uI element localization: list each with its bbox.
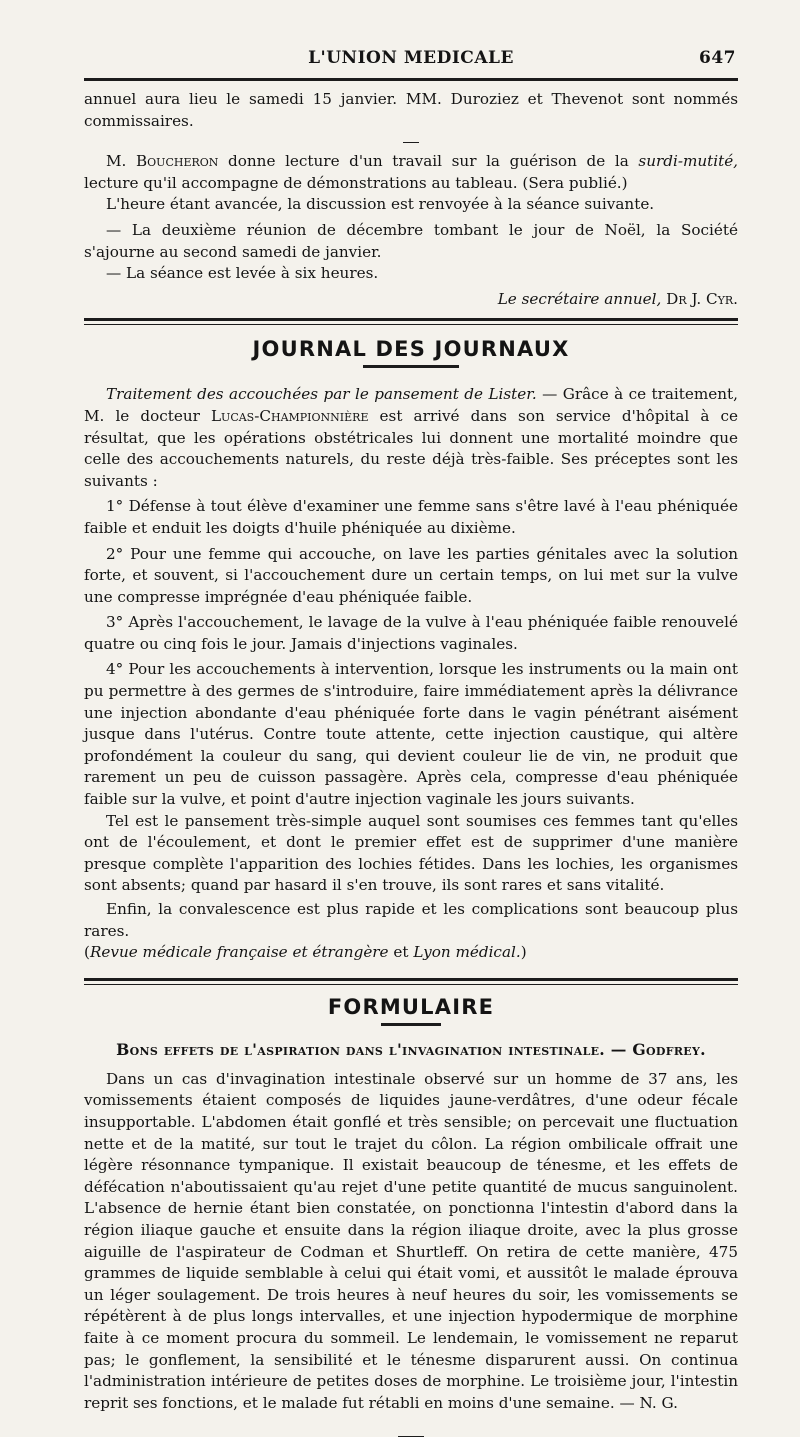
section-title: FORMULAIRE [327,994,495,1019]
journal-section [84,337,738,963]
divider-thick [84,978,738,981]
divider-thin [84,984,738,985]
running-title: L'UNION MEDICALE [308,48,514,68]
section-divider [84,318,738,325]
text-run: et [388,943,414,962]
separator-dash [403,142,419,143]
article-title: Traitement des accouchées par le pansement de Lister. [106,385,537,404]
precept-1: 1° Défense à tout élève d'examiner une femme sans s'être lavé à l'eau phéniquée faible et enduit les doigts d'huile phéniquée au dixième. [84,497,738,537]
running-header [84,44,738,78]
minutes-section [84,89,738,310]
divider-thick [84,318,738,321]
text-run: est arrivé dans son service d'hôpital à ce résultat, que les opérations obstétricales lui donnent une mortalité moindre que celle des accouchements naturels, du reste déjà très-faible. Ses préceptes sont les suivants : [84,406,738,490]
doctor-name: Lucas-Championnière [210,406,369,425]
subsection-title: Bons effets de l'aspiration dans l'invagination intestinale. — Godfrey. [116,1039,706,1059]
precept-2: 2° Pour une femme qui accouche, on lave les parties génitales avec la solution forte, et souvent, si l'accouchement dure un certain temps, on lui met sur la vulve une compresse imprégnée d'eau phéniquée faible. [84,544,738,606]
minutes-paragraph: annuel aura lieu le samedi 15 janvier. MM. Duroziez et Thevenot sont nommés commissaires. [84,90,738,130]
header-rule [84,78,738,81]
paragraph: Tel est le pansement très-simple auquel sont soumises ces femmes tant qu'elles ont de l'écoulement, et dont le premier effet est de supprimer d'une manière presque complète l'apparition des lochies fétides. Dans les lochies, les organismes sont absents; quand par hasard il s'en trouve, ils sont rares et sans vitalité. [84,811,738,895]
text-run: ) [520,943,527,962]
article-intro [84,384,738,492]
section-title: JOURNAL DES JOURNAUX [252,337,570,362]
text-run: — Grâce à ce traitement, M. le docteur [84,385,738,425]
title-underline [381,1023,441,1026]
minutes-paragraph [84,151,738,194]
minutes-paragraph: — La deuxième réunion de décembre tombant le jour de Noël, la Société s'ajourne au second samedi de janvier. [84,220,738,261]
title-underline [363,365,459,368]
signature [84,289,738,311]
signature-name: Dr J. Cyr. [661,289,738,308]
text-run: lecture qu'il accompagne de démonstrations au tableau. (Sera publié.) [84,173,628,192]
minutes-paragraph: — La séance est levée à six heures. [106,264,379,283]
precept-4: 4° Pour les accouchements à intervention, lorsque les instruments ou la main ont pu permettre à des germes de s'introduire, faire immédiatement après la délivrance une injection abondante d'eau phéniquée forte dans le vagin pénétrant aisément jusque dans l'utérus. Contre toute attente, cette injection caustique, qui altère profondément la couleur du sang, qui devient couleur lie de vin, ne produit que rarement un peu de cuisson passagère. Après cela, compresse d'eau phéniquée faible sur la vulve, et point d'autre injection vaginale les jours suivants. [84,660,738,809]
author-name: M. Boucheron [106,152,219,171]
section-divider [84,978,738,985]
source-citation [84,942,738,964]
formulaire-section [84,995,738,1437]
minutes-paragraph: L'heure étant avancée, la discussion est renvoyée à la séance suivante. [106,195,655,214]
precept-3: 3° Après l'accouchement, le lavage de la vulve à l'eau phéniquée faible renouvelé quatre ou cinq fois le jour. Jamais d'injections vaginales. [84,613,738,653]
page-number: 647 [699,48,736,68]
divider-thin [84,324,738,325]
paragraph: Enfin, la convalescence est plus rapide et les complications sont beaucoup plus rares. [84,900,738,940]
source-journal: Revue médicale française et étrangère [89,943,389,962]
signature-role: Le secrétaire annuel, [497,289,662,308]
emphasis: surdi-mutité, [638,152,739,171]
case-report: Dans un cas d'invagination intestinale observé sur un homme de 37 ans, les vomissements étaient composés de liquides jaune-verdâtres, d'une odeur fécale insupportable. L'abdomen était gonflé et très sensible; on percevait une fluctuation nette et de la matité, sur tout le trajet du côlon. La région ombilicale offrait une légère résonnance tympanique. Il existait beaucoup de ténesme, et les effets de défécation n'aboutissaient qu'au rejet d'une petite quantité de mucus sanguinolent. L'absence de hernie étant bien constatée, on ponctionna l'intestin d'abord dans la région iliaque gauche et ensuite dans la région iliaque droite, avec la plus grosse aiguille de l'aspirateur de Codman et Shurtleff. On retira de cette manière, 475 grammes de liquide semblable à celui qui était vomi, et aussitôt le malade éprouva un léger soulagement. De trois heures à neuf heures du soir, les vomissements se répétèrent à de plus longs intervalles, et une injection hypodermique de morphine faite à ce moment procura du sommeil. Le lendemain, le vomissement ne reparut pas; le gonflement, la sensibilité et le ténesme disparurent aussi. On continua l'administration intérieure de petites doses de morphine. Le troisième jour, l'intestin reprit ses fonctions, et le malade fut rétabli en moins d'une semaine. — N. G. [84,1069,738,1412]
source-journal: Lyon médical. [413,943,521,962]
text-run: ( [84,943,90,962]
text-run: donne lecture d'un travail sur la guérison de la [218,152,639,171]
